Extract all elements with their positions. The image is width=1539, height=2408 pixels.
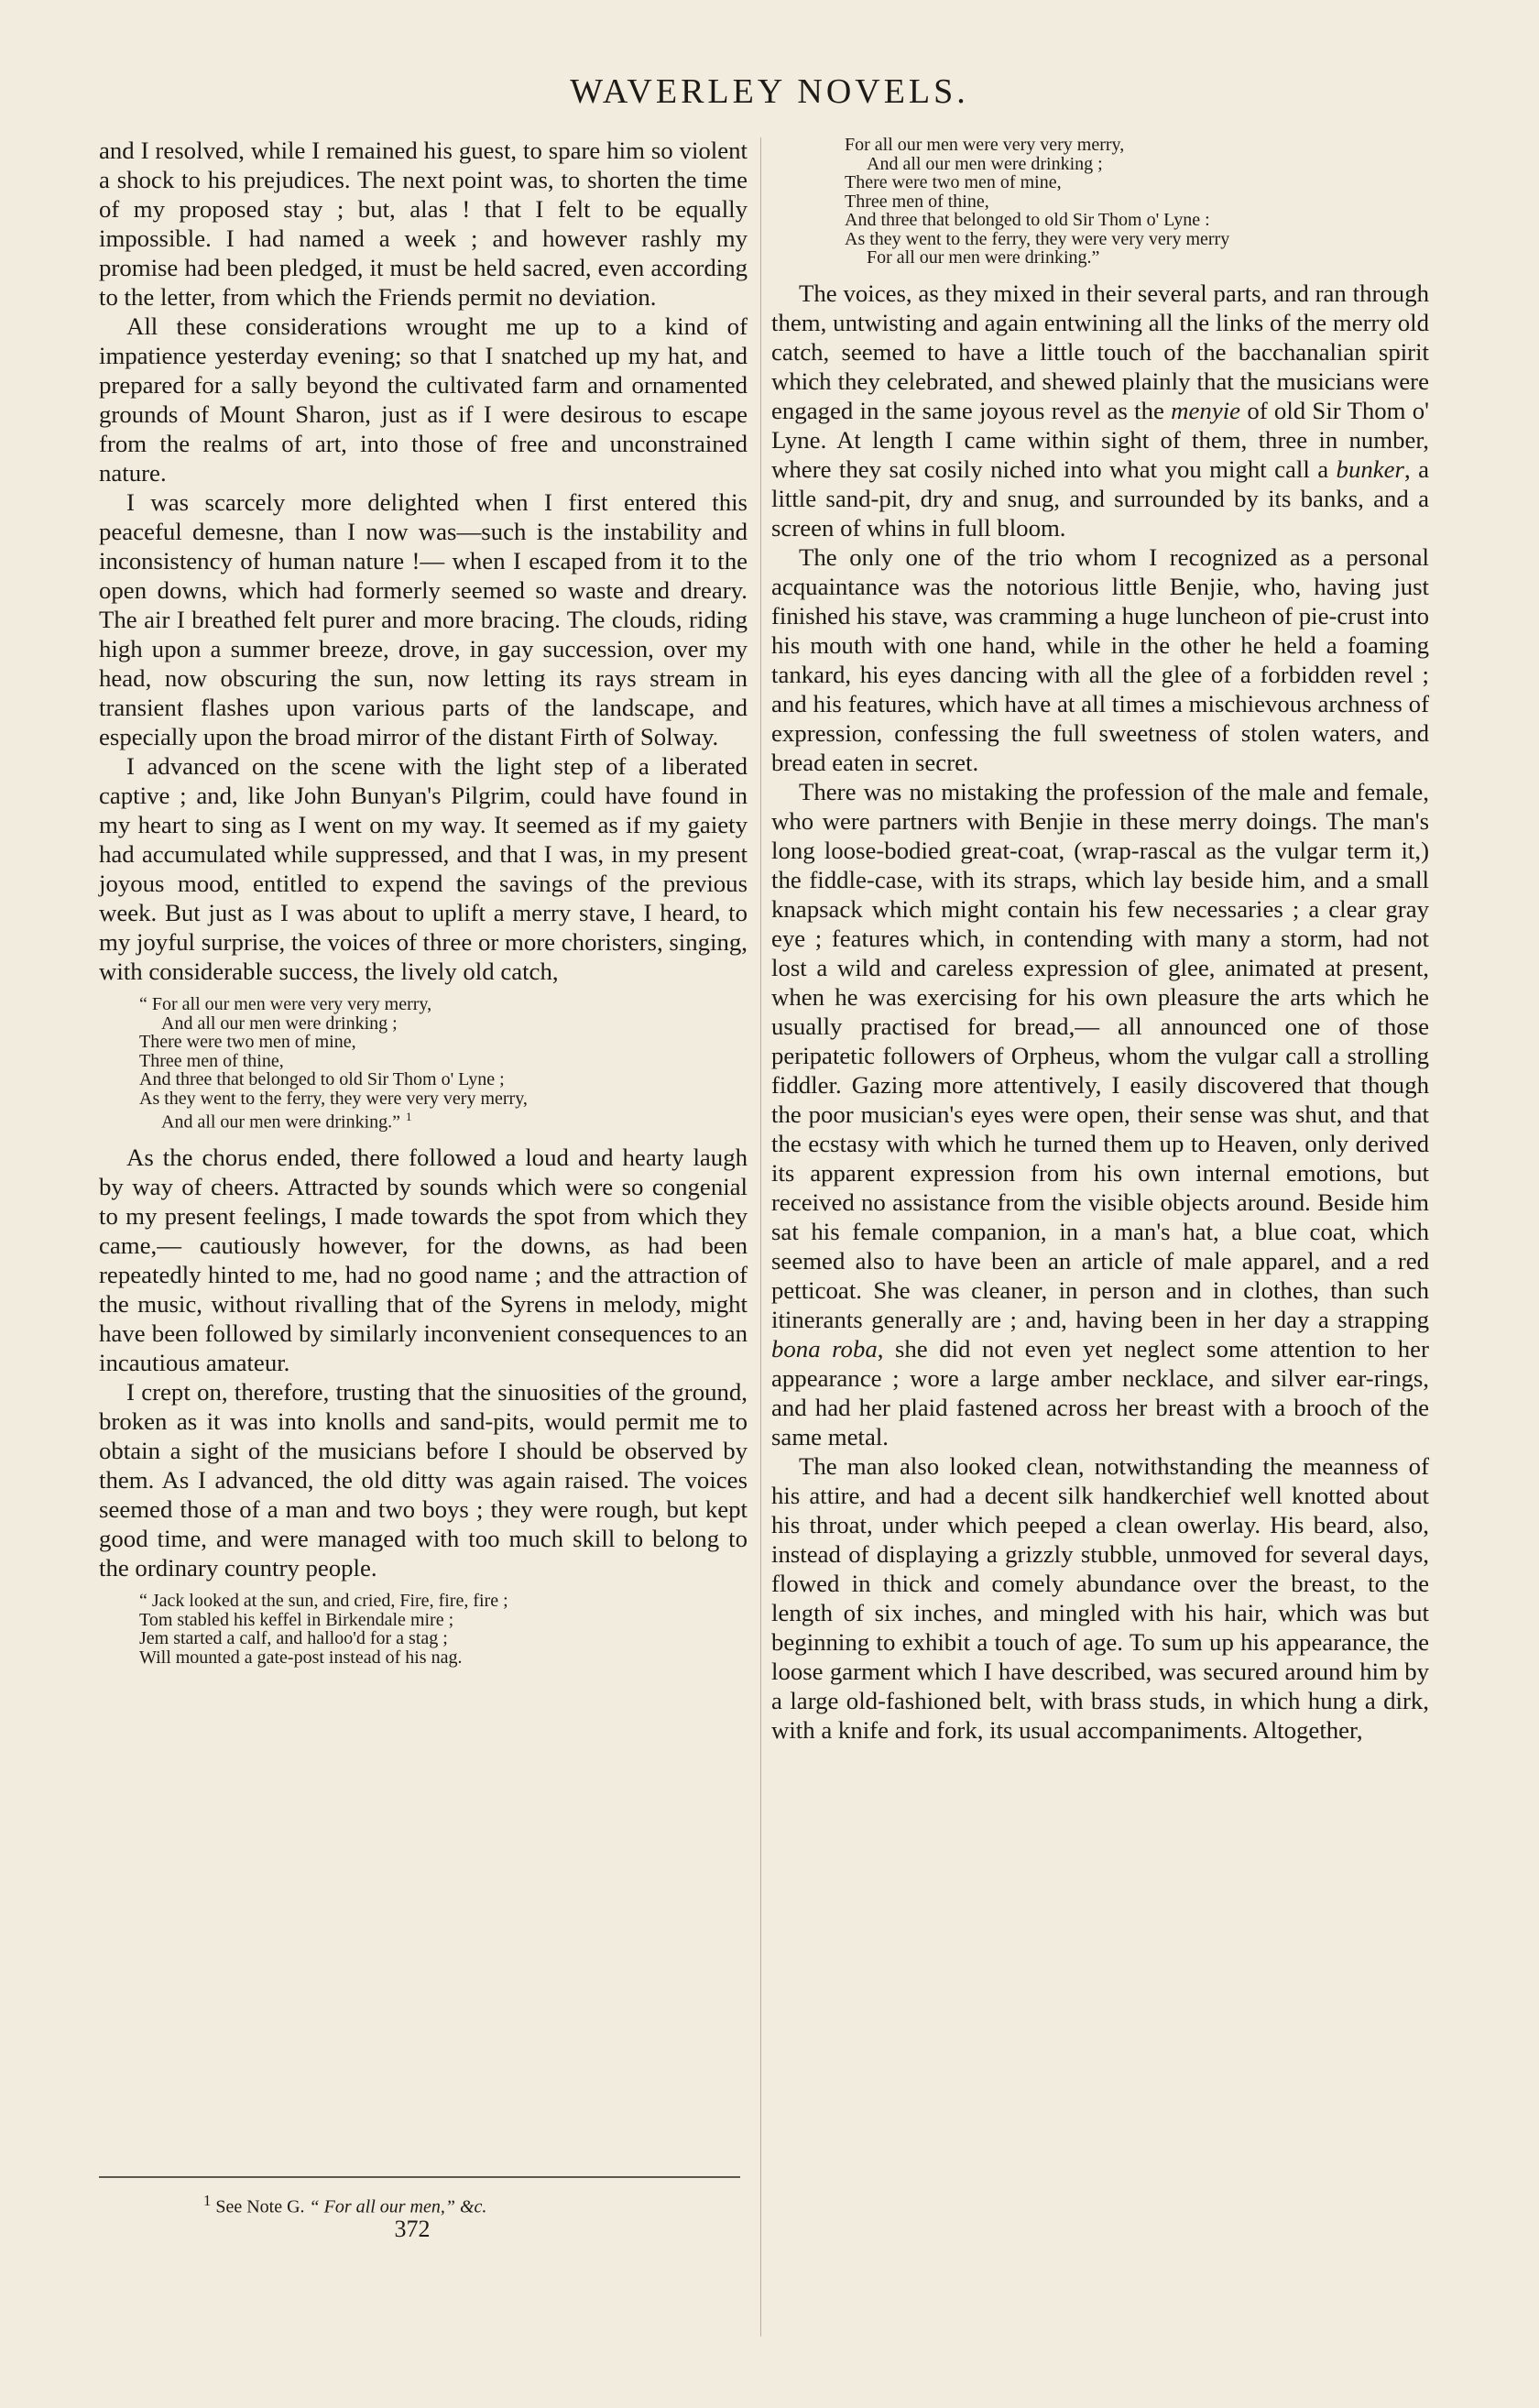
paragraph: All these considerations wrought me up to a kind of impatience yesterday evening; so that I snatched up my hat, and prepared for a sally beyond the cultivated farm and ornamented grounds of Mount Sharon, just as if I were desirous to escape from the realms of art, into those of free and unconstrained nature. [99, 312, 748, 487]
verse-line: For all our men were very very merry, [845, 135, 1125, 155]
verse-line [139, 1108, 748, 1132]
footnote-text: See Note G. [215, 2196, 305, 2217]
verse-line: “ Jack looked at the sun, and cried, Fire, fire, fire ; [139, 1591, 508, 1612]
footnote [203, 2192, 486, 2218]
footnote-reference: “ For all our men,” &c. [309, 2196, 487, 2217]
verse-line: As they went to the ferry, they were very very merry [845, 228, 1230, 249]
verse-line: As they went to the ferry, they were very very merry, [139, 1088, 528, 1109]
paragraph: The man also looked clean, notwithstanding the meanness of his attire, and had a decent silk handkerchief well knotted about his throat, under which peeped a clean owerlay. His beard, also, instead of displaying a grizzly stubble, unmoved for several days, flowed in thick and comely abundance over the breast, to the length of six inches, and mingled with his hair, which was but beginning to exhibit a touch of age. To sum up his appearance, the loose garment which I have described, was secured around him by a large old-fashioned belt, with brass studs, in which hung a dirk, with a knife and fork, its usual accompaniments. Altogether, [771, 1451, 1429, 1744]
verse-line: For all our men were drinking.” [867, 247, 1100, 268]
text-run: The voices, as they mixed in their several parts, and ran through them, untwisting and again entwining all the links of the merry old catch, seemed to have a little touch of the bacchanalian spirit which they celebrated, and shewed plainly that the musicians were engaged in the same joyous revel as the [771, 279, 1429, 424]
verse-line: And three that belonged to old Sir Thom o' Lyne ; [139, 1069, 505, 1089]
text-run: of old Sir Thom o' Lyne. At length I came within sight of them, three in number, where they sat cosily niched into what you might call a [771, 396, 1430, 483]
verse-block [99, 995, 748, 1132]
page-number: 372 [394, 2216, 431, 2242]
italic-term: menyie [1171, 396, 1241, 424]
paragraph: The only one of the trio whom I recognized as a personal acquaintance was the notorious little Benjie, who, having just finished his stave, was cramming a huge luncheon of pie-crust into his mouth with one hand, while in the other he held a foaming tankard, his eyes dancing with all the glee of a forbidden revel ; and his features, which have at all times a mischievous archness of expression, confessing the full sweetness of stolen waters, and bread eaten in secret. [771, 542, 1429, 776]
verse-block [771, 136, 1429, 268]
paragraph [771, 279, 1429, 542]
right-column [771, 136, 1429, 1745]
footnote-marker: 1 [203, 2192, 212, 2209]
text-run: , a little sand-pit, dry and snug, and surrounded by its banks, and a screen of whins in full bloom. [771, 454, 1429, 542]
verse-line: And all our men were drinking ; [867, 153, 1103, 174]
paragraph: I advanced on the scene with the light step of a liberated captive ; and, like John Bunyan's Pilgrim, could have found in my heart to sing as I went on my way. It seemed as if my gaiety had accumulated while suppressed, and that I was, in my present joyous mood, entitled to expend the savings of the previous week. But just as I was about to uplift a merry stave, I heard, to my joyful surprise, the voices of three or more choristers, singing, with considerable success, the lively old catch, [99, 752, 748, 985]
paragraph: and I resolved, while I remained his guest, to spare him so violent a shock to his prejudices. The next point was, to shorten the time of my proposed stay ; but, alas ! that I felt to be equally impossible. I had named a week ; and however rashly my promise had been pledged, it must be held sacred, even according to the letter, from which the Friends permit no deviation. [99, 137, 748, 311]
verse-line: And all our men were drinking ; [161, 1012, 398, 1034]
footnote-rule [99, 2176, 740, 2178]
column-divider [760, 137, 761, 2337]
verse-line: “ For all our men were very very merry, [139, 994, 432, 1014]
verse-line-text: And all our men were drinking.” [161, 1111, 401, 1133]
italic-term: bona roba [771, 1334, 878, 1363]
verse-line: Will mounted a gate-post instead of his nag. [139, 1647, 463, 1668]
verse-line: Three men of thine, [139, 1050, 284, 1071]
verse-line: And three that belonged to old Sir Thom o' Lyne : [845, 210, 1210, 230]
verse-block [99, 1592, 748, 1667]
paragraph [771, 777, 1429, 1451]
verse-line: There were two men of mine, [845, 172, 1062, 192]
paragraph: I crept on, therefore, trusting that the sinuosities of the ground, broken as it was into knolls and sand-pits, would permit me to obtain a sight of the musicians before I should be observed by them. As I advanced, the old ditty was again raised. The voices seemed those of a man and two boys ; they were rough, but kept good time, and were managed with too much skill to belong to the ordinary country people. [99, 1378, 748, 1582]
verse-line: Jem started a calf, and halloo'd for a stag ; [139, 1628, 448, 1649]
text-run: , she did not even yet neglect some attention to her appearance ; wore a large amber necklace, and silver ear-rings, and had her plaid fastened across her breast with a brooch of the same metal. [771, 1334, 1429, 1450]
italic-term: bunker [1336, 454, 1404, 483]
text-run: There was no mistaking the profession of the male and female, who were partners with Benjie in these merry doings. The man's long loose-bodied great-coat, (wrap-rascal as the vulgar term it,) the fiddle-case, with its straps, which lay beside him, and a small knapsack which might contain his few necessaries ; a clear gray eye ; features which, in contending with many a storm, had not lost a wild and careless expression of glee, animated at present, when he was exercising for his own pleasure the arts which he usually practised for bread,— all announced one of those peripatetic followers of Orpheus, whom the vulgar call a strolling fiddler. Gazing more attentively, I easily discovered that though the poor musician's eyes were open, their sense was shut, and that the ecstasy with which he turned them up to Heaven, only derived its apparent expression from his own internal emotions, but received no assistance from the visible objects around. Beside him sat his female companion, in a man's hat, a blue coat, which seemed also to have been an article of male apparel, and a red petticoat. She was cleaner, in person and in clothes, than such itinerants generally are ; and, having been in her day a strapping [771, 777, 1429, 1333]
verse-line: Three men of thine, [845, 191, 989, 212]
verse-line: Tom stabled his keffel in Birkendale mire ; [139, 1609, 454, 1630]
footnote-marker: 1 [406, 1110, 412, 1123]
paragraph: I was scarcely more delighted when I first entered this peaceful demesne, than I now was—such is the instability and inconsistency of human nature !— when I escaped from it to the open downs, which had formerly seemed so waste and dreary. The air I breathed felt purer and more bracing. The clouds, riding high upon a summer breeze, drove, in gay succession, over my head, now obscuring the sun, now letting its rays stream in transient flashes upon various parts of the landscape, and especially upon the broad mirror of the distant Firth of Solway. [99, 488, 748, 750]
running-header: WAVERLEY NOVELS. [570, 72, 969, 111]
verse-line: There were two men of mine, [139, 1032, 356, 1052]
left-column [99, 136, 748, 1678]
paragraph: As the chorus ended, there followed a loud and hearty laugh by way of cheers. Attracted by sounds which were so congenial to my present feelings, I made towards the spot from which they came,— cautiously however, for the downs, as had been repeatedly hinted to me, had no good name ; and the attraction of the music, without rivalling that of the Syrens in melody, might have been followed by similarly inconvenient consequences to an incautious amateur. [99, 1144, 748, 1377]
